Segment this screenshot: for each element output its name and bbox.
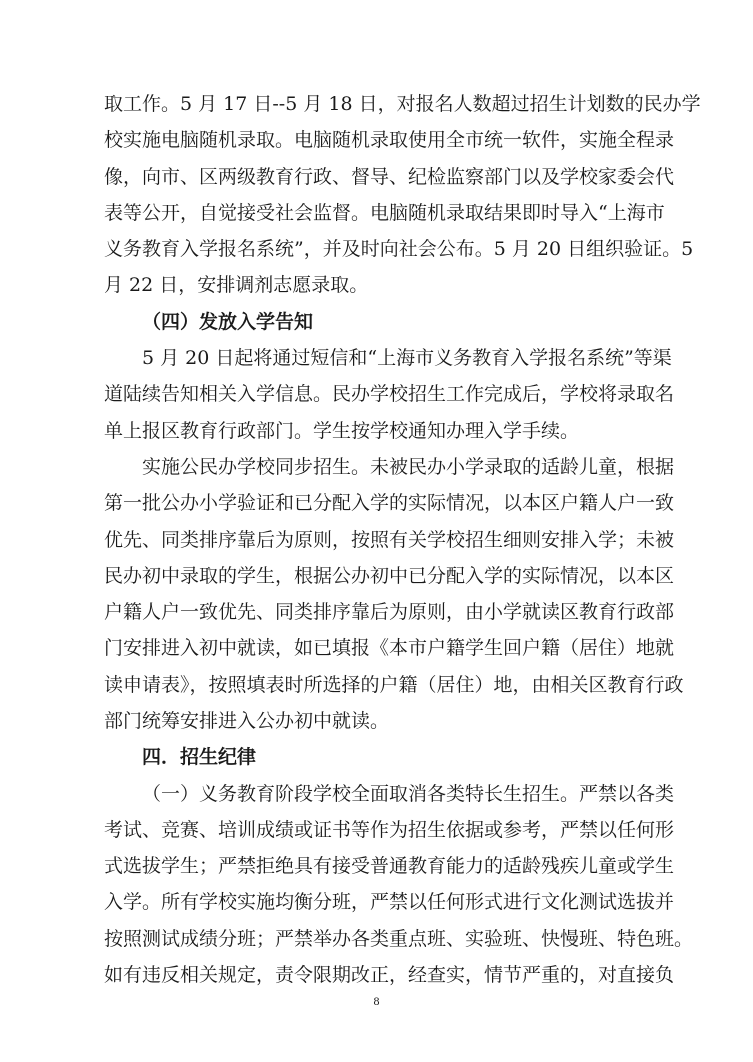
paragraph-line: （一）义务教育阶段学校全面取消各类特长生招生。严禁以各类 (142, 782, 675, 805)
paragraph-line: 考试、竞赛、培训成绩或证书等作为招生依据或参考，严禁以任何形 (104, 818, 675, 841)
paragraph-line: 取工作。5 月 17 日--5 月 18 日，对报名人数超过招生计划数的民办学 (104, 93, 701, 115)
paragraph-line: 5 月 20 日起将通过短信和“上海市义务教育入学报名系统”等渠 (142, 347, 672, 370)
paragraph-line: 民办初中录取的学生，根据公办初中已分配入学的实际情况，以本区 (104, 564, 675, 587)
paragraph-line: 优先、同类排序靠后为原则，按照有关学校招生细则安排入学；未被 (104, 528, 675, 551)
paragraph-line: 入学。所有学校实施均衡分班，严禁以任何形式进行文化测试选拔并 (104, 891, 675, 914)
page-number: 8 (373, 994, 380, 1008)
paragraph-line: 户籍人户一致优先、同类排序靠后为原则，由小学就读区教育行政部 (104, 601, 675, 624)
paragraph-line: 第一批公办小学验证和已分配入学的实际情况，以本区户籍人户一致 (104, 492, 675, 515)
paragraph-line: 实施公民办学校同步招生。未被民办小学录取的适龄儿童，根据 (142, 455, 675, 478)
paragraph-line: 校实施电脑随机录取。电脑随机录取使用全市统一软件，实施全程录 (104, 129, 675, 152)
paragraph-line: 读申请表》，按照填表时所选择的户籍（居住）地，由相关区教育行政 (104, 673, 684, 696)
paragraph-line: 按照测试成绩分班；严禁举办各类重点班、实验班、快慢班、特色班。 (104, 927, 694, 950)
section-heading-discipline: 四．招生纪律 (142, 746, 257, 769)
paragraph-line: 如有违反相关规定，责令限期改正，经查实，情节严重的，对直接负 (104, 964, 675, 986)
paragraph-line: 门安排进入初中就读，如已填报《本市户籍学生回户籍（居住）地就 (104, 637, 675, 660)
paragraph-line: 道陆续告知相关入学信息。民办学校招生工作完成后，学校将录取名 (104, 383, 675, 406)
paragraph-line: 部门统筹安排进入公办初中就读。 (104, 709, 390, 732)
section-heading-4: （四）发放入学告知 (142, 310, 314, 333)
paragraph-line: 月 22 日，安排调剂志愿录取。 (104, 274, 369, 297)
paragraph-line: 义务教育入学报名系统”，并及时向社会公布。5 月 20 日组织验证。5 (104, 238, 694, 261)
paragraph-line: 表等公开，自觉接受社会监督。电脑随机录取结果即时导入“上海市 (104, 201, 665, 224)
paragraph-line: 单上报区教育行政部门。学生按学校通知办理入学手续。 (104, 419, 580, 442)
paragraph-line: 像，向市、区两级教育行政、督导、纪检监察部门以及学校家委会代 (104, 165, 675, 188)
paragraph-line: 式选拔学生；严禁拒绝具有接受普通教育能力的适龄残疾儿童或学生 (104, 855, 675, 878)
